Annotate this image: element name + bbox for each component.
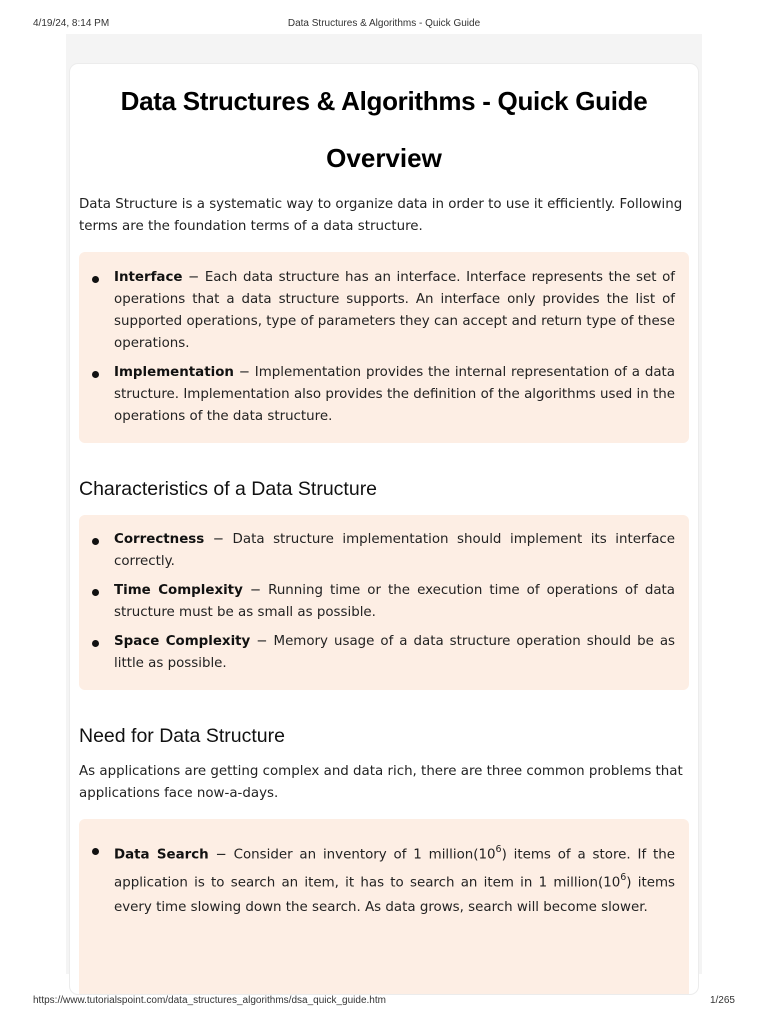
term-description: − Data structure implementation should implement its interface correctly.: [114, 532, 675, 569]
print-date: 4/19/24, 8:14 PM: [33, 18, 110, 29]
term-label: Data Search: [114, 847, 209, 863]
characteristics-heading: Characteristics of a Data Structure: [79, 478, 378, 500]
term-description: − Running time or the execution time of operations of data structure must be as small as possible.: [114, 583, 676, 620]
characteristics-box: [79, 515, 689, 690]
need-box: Data Search − Consider an inventory of 1 $million(10^6)$ items of a store. If the application is to search an item, it has to search an item in 1 $million(10^6)$ items every time slowing down the search. As data grows, search will become slower.: [79, 819, 689, 994]
bullet-icon: [92, 589, 99, 596]
term-description: − Memory usage of a data structure operation should be as little as possible.: [114, 634, 675, 671]
print-footer: [0, 990, 768, 1024]
page-number: 1/265: [709, 995, 735, 1006]
need-heading: Need for Data Structure: [79, 725, 285, 747]
need-intro: As applications are getting complex and data rich, there are three common problems that applications face now-a-days.: [79, 764, 683, 801]
print-header: [0, 0, 768, 34]
page-url: https://www.tutorialspoint.com/data_structures_algorithms/dsa_quick_guide.htm: [33, 995, 386, 1006]
bullet-icon: [92, 848, 99, 855]
terms-box: [79, 252, 689, 443]
bullet-icon: [92, 371, 99, 378]
print-title: Data Structures & Algorithms - Quick Guide: [287, 18, 481, 29]
term-description: − Implementation provides the internal representation of a data structure. Implementation also provides the definition of the algorithms used in the operations of the data structure.: [114, 365, 675, 424]
term-label: Interface: [114, 270, 183, 285]
bullet-icon: [92, 276, 99, 283]
overview-heading: Overview: [326, 143, 442, 173]
term-description: − Each data structure has an interface. Interface represents the set of operations that a data structure supports. An interface only provides the list of supported operations, type of parameters they can accept and return type of these operations.: [114, 270, 675, 351]
overview-intro: Data Structure is a systematic way to organize data in order to use it efficiently. Following terms are the foundation terms of a data structure.: [79, 197, 683, 234]
term-label: Correctness: [114, 532, 205, 547]
bullet-icon: [92, 538, 99, 545]
term-label: Space Complexity: [114, 634, 251, 649]
page-title: Data Structures & Algorithms - Quick Guide: [120, 86, 648, 116]
bullet-icon: [92, 640, 99, 647]
term-label: Time Complexity: [114, 583, 243, 598]
term-label: Implementation: [114, 365, 234, 380]
